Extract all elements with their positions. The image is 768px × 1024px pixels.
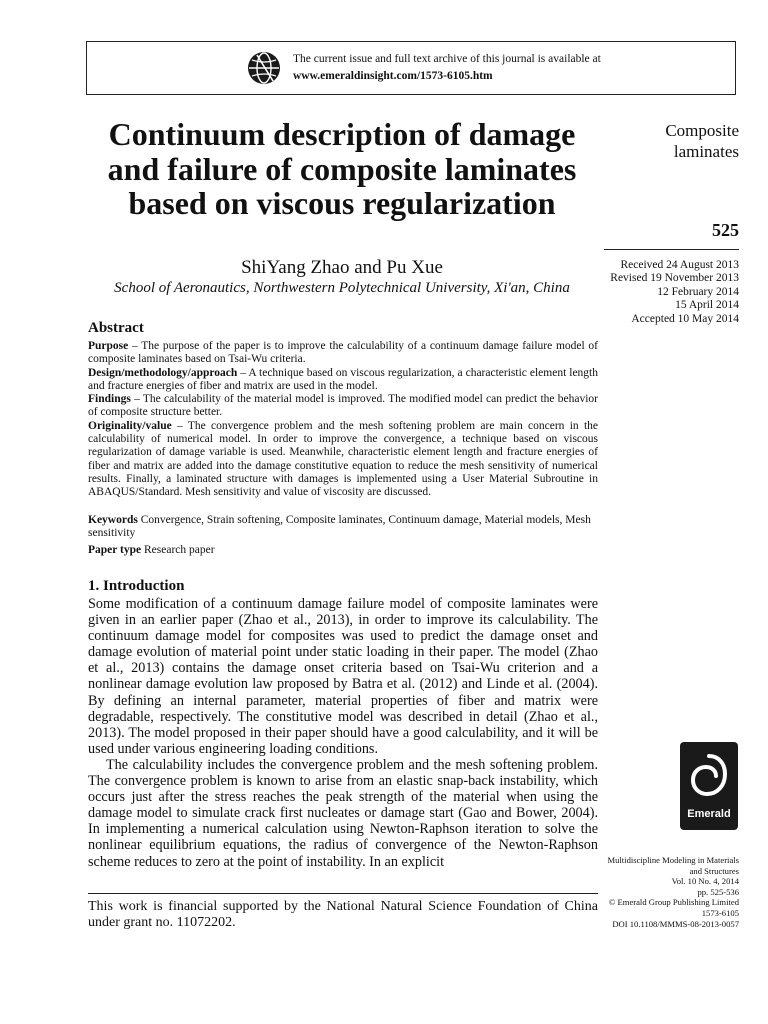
page-range: pp. 525-536 xyxy=(697,886,739,897)
emerald-logo xyxy=(680,742,738,830)
paper-type-label: Paper type xyxy=(88,544,142,556)
issn: 1573-6105 xyxy=(701,907,739,918)
sidebar-divider xyxy=(604,249,739,250)
intro-paragraph-1: Some modification of a continuum damage failure model of composite laminates were given in an earlier paper (Zhao et al., 2013), in order to improve its calculability. The continuum damage model for composites was used to predict the damage onset and damage evolution of material point under static loading in their paper. The model (Zhao et al., 2013) contains the damage onset criteria based on Tsai-Wu criterion and a nonlinear damage evolution law proposed by Batra et al. (2012) and Linde et al. (2004). By defining an internal parameter, material properties of fiber and matrix were degradable, respectively. The constitutive model was described in detail (Zhao et al., 2013). The model proposed in their paper should have a good calculability, and it will be used under various engineering loading conditions. xyxy=(88,596,598,757)
logo-text: Emerald xyxy=(687,808,731,820)
abstract-originality xyxy=(88,420,598,500)
article-title: Continuum description of damage and failure of composite laminates based on viscous regularization xyxy=(107,116,577,221)
funding-footnote: This work is financial supported by the National Natural Science Foundation of China under grant no. 11072202. xyxy=(88,899,598,930)
design-label: Design/methodology/approach xyxy=(88,366,238,379)
abstract-design xyxy=(88,367,598,394)
date-received: Received 24 August 2013 xyxy=(620,259,739,271)
originality-text: – The convergence problem and the mesh softening problem are main concern in the calculability of numerical model. In order to improve the convergence, a technique based on viscous regularization of damage variable is used. Meanwhile, characteristic element length and fracture energies of fiber and matrix are added into the damage constitutive equation to reduce the mesh sensitivity of numerical results. Finally, a laminated structure with damages is implemented using a User Material Subroutine in ABAQUS/Standard. Mesh sensitivity and value of viscosity are discussed. xyxy=(88,419,598,499)
design-text: – A technique based on viscous regularization, a characteristic element length and fracture energies of fiber and matrix are used in the model. xyxy=(88,366,598,392)
abstract-findings xyxy=(88,393,598,420)
paper-type xyxy=(88,544,598,557)
volume-issue: Vol. 10 No. 4, 2014 xyxy=(671,876,739,887)
originality-label: Originality/value xyxy=(88,419,172,432)
emerald-swirl-icon xyxy=(689,750,729,802)
journal-url-link[interactable]: www.emeraldinsight.com/1573-6105.htm xyxy=(293,70,493,82)
findings-text: – The calculability of the material model is improved. The modified model can predict the behavior of composite structure better. xyxy=(88,393,598,419)
date-revised-3: 15 April 2014 xyxy=(675,299,739,312)
abstract-heading: Abstract xyxy=(88,320,144,336)
page-number: 525 xyxy=(712,220,739,240)
keywords-label: Keywords xyxy=(88,514,138,526)
paper-type-text: Research paper xyxy=(141,544,215,556)
journal-name-line-2: and Structures xyxy=(689,865,739,876)
date-accepted: Accepted 10 May 2014 xyxy=(631,312,739,325)
purpose-text: – The purpose of the paper is to improve the calculability of a continuum damage failure model of composite laminates based on Tsai-Wu criteria. xyxy=(88,340,598,366)
journal-name-line-1: Multidiscipline Modeling in Materials xyxy=(607,855,739,865)
article-authors: ShiYang Zhao and Pu Xue xyxy=(241,257,443,278)
doi-link[interactable]: DOI 10.1108/MMMS-08-2013-0057 xyxy=(612,918,739,929)
footnote-divider xyxy=(88,893,598,894)
keywords-text: Convergence, Strain softening, Composite laminates, Continuum damage, Material models, Mesh sensitivity xyxy=(88,514,591,540)
abstract-body xyxy=(88,340,598,500)
citation-info xyxy=(600,855,739,929)
banner-text: The current issue and full text archive of this journal is available at xyxy=(293,53,601,65)
introduction-body xyxy=(88,596,598,870)
submission-dates xyxy=(604,259,739,326)
abstract-purpose xyxy=(88,340,598,367)
purpose-label: Purpose xyxy=(88,340,129,352)
date-revised-2: 12 February 2014 xyxy=(657,285,739,298)
section-heading-introduction: 1. Introduction xyxy=(88,578,185,594)
copyright: © Emerald Group Publishing Limited xyxy=(608,897,739,908)
globe-icon xyxy=(247,51,281,85)
journal-access-banner xyxy=(86,41,736,95)
intro-paragraph-2: The calculability includes the convergence problem and the mesh softening problem. The convergence problem is known to arise from an elastic snap-back instability, which occurs just after the stress reaches the peak strength of the material when using the damage model to simulate crack first nucleates or damage start (Gao and Bower, 2004). In implementing a numerical calculation using Newton-Raphson iteration to solve the nonlinear equilibrium equations, the radius of convergence of the Newton-Raphson scheme reduces to zero at the point of instability. In an explicit xyxy=(88,756,598,870)
date-revised: Revised 19 November 2013 xyxy=(610,272,739,285)
running-head: Composite laminates xyxy=(665,121,739,161)
keywords xyxy=(88,514,598,541)
findings-label: Findings xyxy=(88,393,131,406)
author-affiliation: School of Aeronautics, Northwestern Polytechnical University, Xi'an, China xyxy=(114,280,570,296)
